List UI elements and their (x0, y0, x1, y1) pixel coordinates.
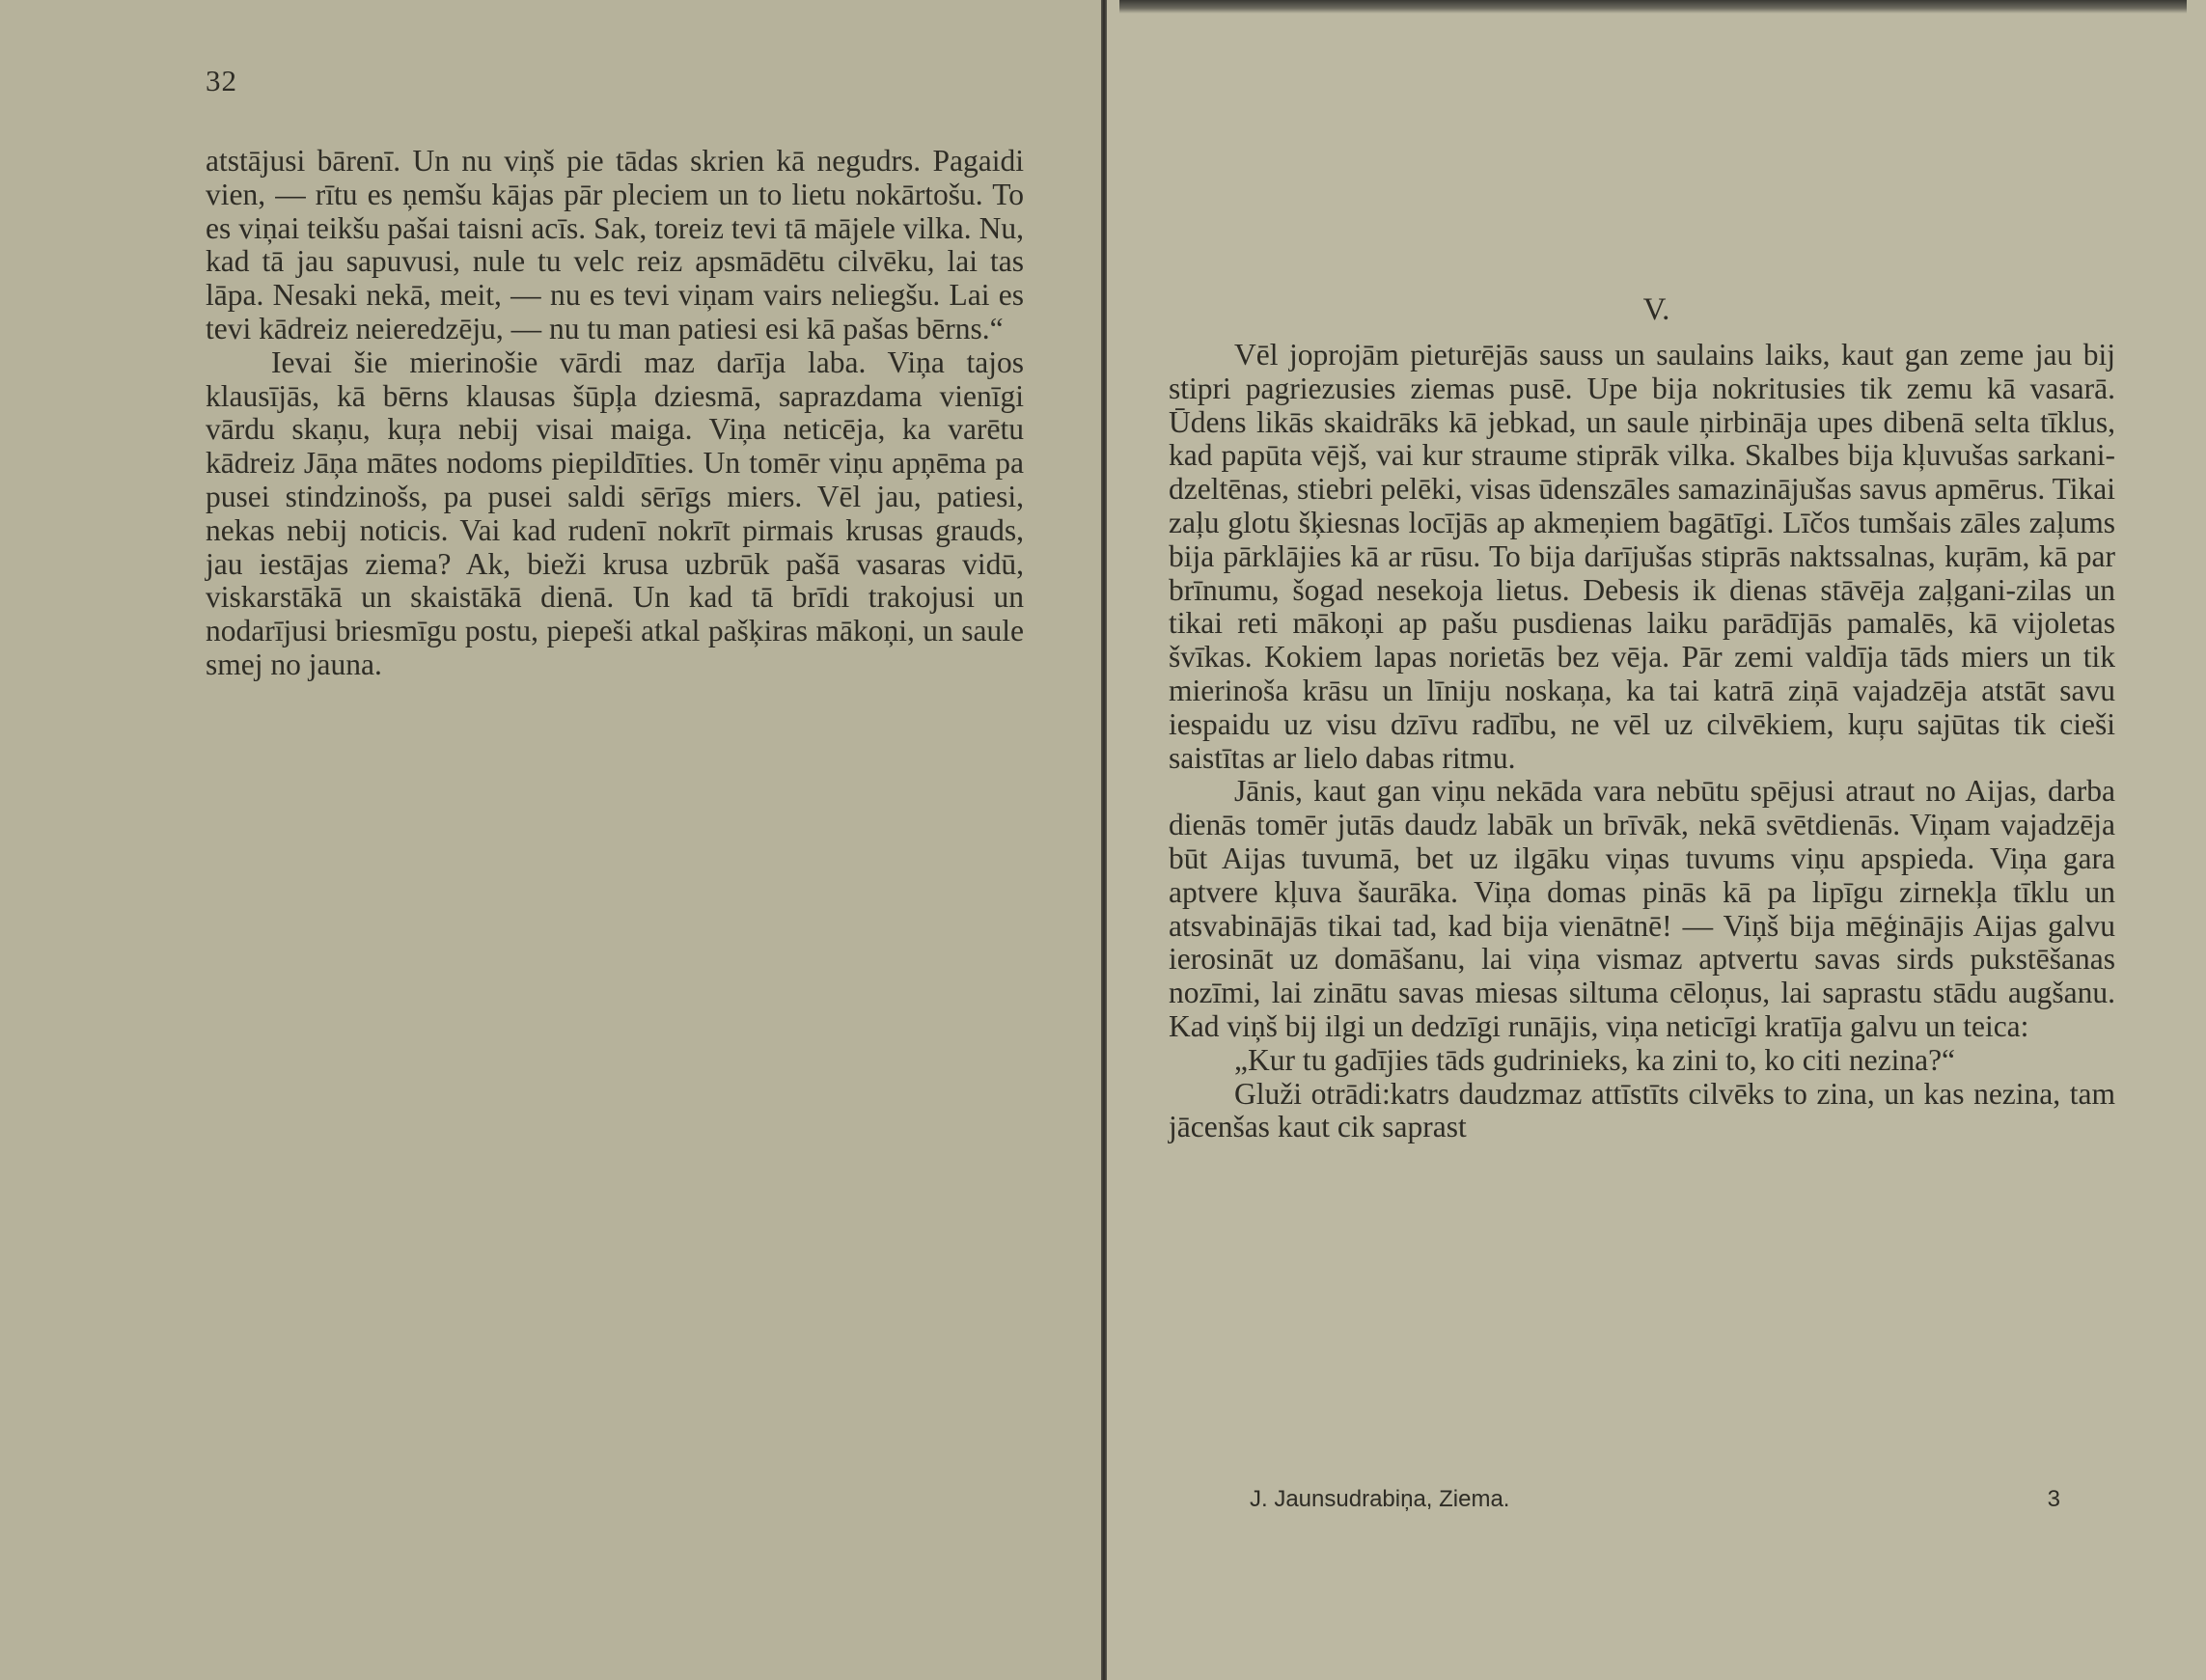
chapter-heading: V. (1642, 292, 1670, 327)
paragraph: atstājusi bārenī. Un nu viņš pie tādas skrien kā negudrs. Pagaidi vien, — rītu es ņemšu kājas pār pleciem un to lietu nokārtošu. To es viņai teikšu pašai taisni acīs. Sak, toreiz tevi tā mājele vilka. Nu, kad tā jau sapuvusi, nule tu velc reiz apsmādētu cilvēku, lai tas lāpa. Nesaki nekā, meit, — nu es tevi viņam vairs neliegšu. Lai es tevi kādreiz neieredzēju, — nu tu man patiesi esi kā pašas bērns.“ (206, 144, 1024, 345)
page-number: 32 (206, 64, 237, 97)
paragraph: Vēl joprojām pieturējās sauss un saulains laiks, kaut gan zeme jau bij stipri pagriezusies ziemas pusē. Upe bija nokritusies tik zemu kā vasarā. Ūdens likās skaidrāks kā jebkad, un saule ņirbināja upes dibenā selta tīklus, kad papūta vējš, vai kur straume stiprāk vilka. Skalbes bija kļuvušas sarkani-dzeltēnas, stiebri pelēki, visas ūdenszāles samazinājušas savus apmērus. Tikai zaļu glotu šķiesnas locījās ap akmeņiem bagātīgi. Līčos tumšais zāles zaļums bija pārklājies kā ar rūsu. To bija darījušas stiprās naktssalnas, kuŗām, kā par brīnumu, šogad nesekoja lietus. Debesis ik dienas stāvēja zaļgani-zilas un tikai reti mākoņi ap pašu pusdienas laiku parādījās pamalēs, kā vijoletas švīkas. Kokiem lapas norietās bez vēja. Pār zemi valdīja tāds miers un tik mierinoša krāsu un līniju noskaņa, ka tai katrā ziņā vajadzēja atstāt savu iespaidu uz visu dzīvu radību, ne vēl uz cilvēkiem, kuŗu sajūtas tik cieši saistītas ar lielo dabas ritmu. (1169, 338, 2115, 775)
signature-mark: 3 (2047, 1486, 2060, 1512)
paragraph: „Kur tu gadījies tāds gudrinieks, ka zini to, ko citi nezina?“ (1234, 1042, 1956, 1077)
footer-author-title: J. Jaunsudrabiņa, Ziema. (1250, 1486, 1510, 1512)
right-page-text (1169, 339, 2115, 1144)
page-top-edge (1119, 0, 2187, 14)
paragraph: Ievai šie mierinošie vārdi maz darīja laba. Viņa tajos klausījās, kā bērns klausas šūpļa dziesmā, saprazdama vienīgi vārdu skaņu, kuŗa nebij visai maiga. Viņa neticēja, ka varētu kādreiz Jāņa mātes nodoms piepildīties. Un tomēr viņu apņēma pa pusei stindzinošs, pa pusei saldi sērīgs miers. Vēl jau, patiesi, nekas nebij noticis. Vai kad rudenī nokrīt pirmais krusas grauds, jau iestājas ziema? Ak, bieži krusa uzbrūk pašā vasaras vidū, viskarstākā un skaistākā dienā. Un kad tā brīdi trakojusi un nodarījusi briesmīgu postu, piepeši atkal pašķiras mākoņi, un saule smej no jauna. (206, 344, 1024, 681)
paragraph: Jānis, kaut gan viņu nekāda vara nebūtu spējusi atraut no Aijas, darba dienās tomēr jutās daudz labāk un brīvāk, nekā svētdienās. Viņam vajadzēja būt Aijas tuvumā, bet uz ilgāku viņas tuvums viņu apspieda. Viņa gara aptvere kļuva šaurāka. Viņa domas pinās kā pa lipīgu zirnekļa tīklu un atsvabinājās tikai tad, kad bija vienātnē! — Viņš bija mēģinājis Aijas galvu ierosināt uz domāšanu, lai viņa vismaz aptvertu savas sirds pukstēšanas nozīmi, lai zinātu savas miesas siltuma cēloņus, lai saprastu stādu augšanu. Kad viņš bij ilgi un dedzīgi runājis, viņa neticīgi kratīja galvu un teica: (1169, 774, 2115, 1043)
right-page (1107, 0, 2206, 1680)
left-page-text (206, 145, 1024, 682)
paragraph: Gluži otrādi:katrs daudzmaz attīstīts cilvēks to zina, un kas nezina, tam jācenšas kaut cik saprast (1169, 1076, 2115, 1144)
left-page (0, 0, 1101, 1680)
